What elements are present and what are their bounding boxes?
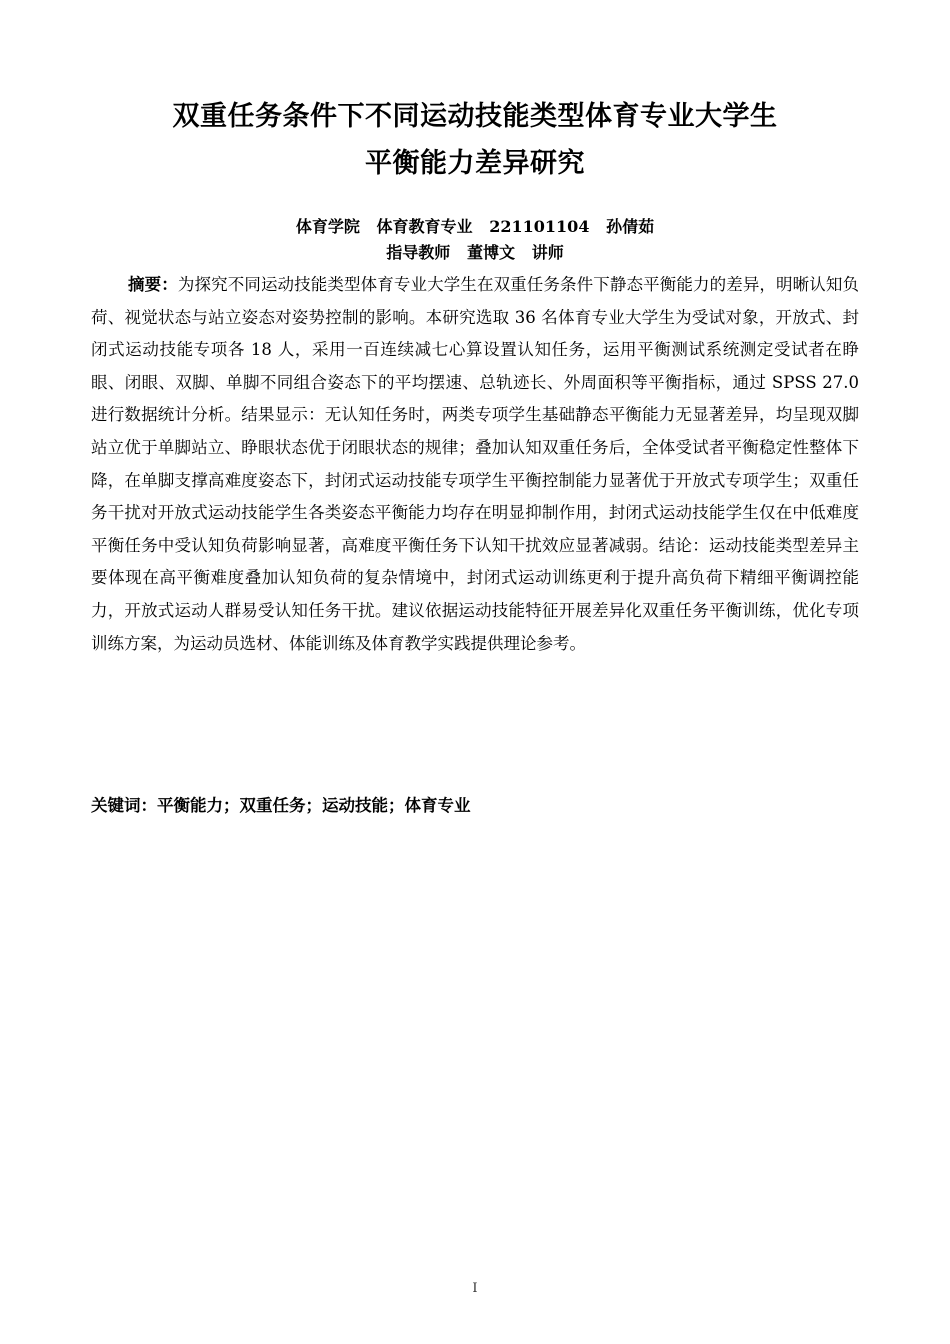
paper-title-line-1: 双重任务条件下不同运动技能类型体育专业大学生	[172, 101, 778, 132]
abstract-paragraph	[91, 269, 859, 660]
author-info: 体育学院 体育教育专业 221101104 孙倩茹	[295, 217, 655, 236]
abstract-label: 摘要：	[128, 275, 178, 294]
page-number: I	[472, 1281, 478, 1296]
advisor-info: 指导教师 董博文 讲师	[386, 243, 564, 262]
abstract-text: 为探究不同运动技能类型体育专业大学生在双重任务条件下静态平衡能力的差异，明晰认知负荷、视觉状态与站立姿态对姿势控制的影响。本研究选取 36 名体育专业大学生为受试对象，开放式、封闭式运动技能专项各 18 人，采用一百连续减七心算设置认知任务，运用平衡测试系统测定受试者在睁眼、闭眼、双脚、单脚不同组合姿态下的平均摆速、总轨迹长、外周面积等平衡指标，通过 SPSS 27.0 进行数据统计分析。结果显示：无认知任务时，两类专项学生基础静态平衡能力无显著差异，均呈现双脚站立优于单脚站立、睁眼状态优于闭眼状态的规律；叠加认知双重任务后，全体受试者平衡稳定性整体下降，在单脚支撑高难度姿态下，封闭式运动技能专项学生平衡控制能力显著优于开放式专项学生；双重任务干扰对开放式运动技能学生各类姿态平衡能力均存在明显抑制作用，封闭式运动技能学生仅在中低难度平衡任务中受认知负荷影响显著，高难度平衡任务下认知干扰效应显著减弱。结论：运动技能类型差异主要体现在高平衡难度叠加认知负荷的复杂情境中，封闭式运动训练更利于提升高负荷下精细平衡调控能力，开放式运动人群易受认知任务干扰。建议依据运动技能特征开展差异化双重任务平衡训练，优化专项训练方案，为运动员选材、体能训练及体育教学实践提供理论参考。	[91, 275, 860, 653]
paper-title-line-2: 平衡能力差异研究	[365, 148, 585, 179]
keywords-line: 关键词：平衡能力；双重任务；运动技能；体育专业	[91, 796, 471, 815]
